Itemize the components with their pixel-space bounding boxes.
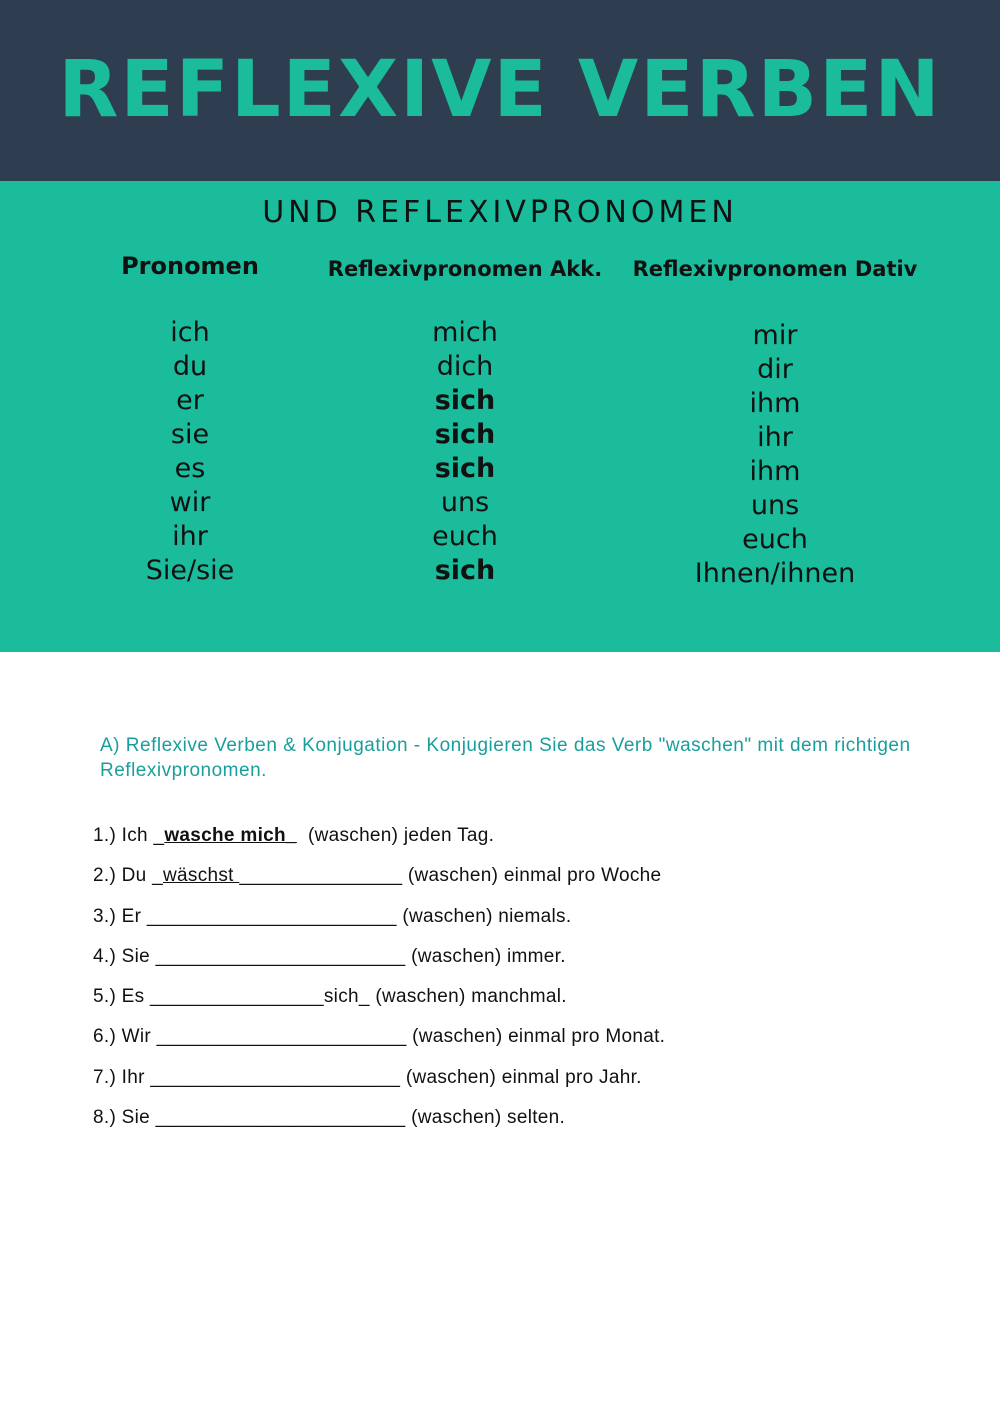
exercise-prompt: 1.) Ich _: [93, 825, 165, 846]
column-header-dativ: Reflexivpronomen Dativ: [632, 257, 918, 281]
exercise-instructions: A) Reflexive Verben & Konjugation - Konjugieren Sie das Verb "waschen" mit dem richtigen Reflexivpronomen.: [100, 735, 911, 781]
table-cell: sie: [170, 419, 210, 450]
table-cell: sich: [434, 555, 496, 586]
table-cell: Ihnen/ihnen: [694, 558, 856, 589]
exercise-prompt: 8.) Sie: [93, 1107, 156, 1129]
dativ-column: [625, 252, 925, 591]
exercise-item: [93, 1064, 913, 1104]
table-cell: uns: [440, 487, 490, 518]
page-title: REFLEXIVE VERBEN: [58, 45, 942, 135]
table-cell: mir: [752, 320, 798, 351]
pronomen-column: [90, 249, 290, 588]
table-cell: es: [174, 453, 206, 484]
exercise-prompt: 4.) Sie: [93, 945, 156, 967]
exercise-prompt: 7.) Ihr: [93, 1066, 151, 1088]
table-cell: dir: [757, 354, 793, 385]
exercise-item: [93, 903, 913, 943]
exercise-list: [93, 822, 913, 1144]
table-cell: Sie/sie: [145, 555, 235, 586]
exercise-blank[interactable]: _______________________ (waschen) niemals.: [146, 905, 572, 927]
exercise-prompt: 6.) Wir: [93, 1026, 157, 1048]
table-cell: ich: [170, 317, 210, 348]
table-cell: euch: [432, 521, 498, 552]
exercise-item: [93, 943, 913, 983]
exercise-item: [93, 822, 913, 862]
exercise-item: [93, 1023, 913, 1063]
exercise-blank[interactable]: _______________________ (waschen) einmal pro Jahr.: [150, 1066, 642, 1088]
exercise-prompt: 2.) Du _: [93, 865, 163, 887]
exercise-blank[interactable]: _______________________ (waschen) einmal pro Monat.: [156, 1026, 666, 1048]
exercise-item: [93, 983, 913, 1023]
table-cell: du: [172, 351, 208, 382]
exercise-rest: (waschen) jeden Tag.: [296, 825, 495, 846]
exercise-rest: _______________ (waschen) einmal pro Woche: [239, 865, 662, 887]
exercise-blank[interactable]: _______________________ (waschen) immer.: [155, 945, 566, 967]
table-cell: wir: [169, 487, 211, 518]
column-header-akkusativ: Reflexivpronomen Akk.: [327, 257, 603, 281]
table-cell: uns: [750, 490, 800, 521]
exercise-answer[interactable]: wäschst: [163, 865, 240, 887]
table-cell: mich: [432, 317, 498, 348]
table-cell: ihm: [749, 456, 801, 487]
table-cell: ihr: [172, 521, 208, 552]
table-cell: er: [176, 385, 204, 416]
exercise-blank[interactable]: _______________________ (waschen) selten.: [155, 1107, 566, 1129]
exercise-item: [93, 1104, 913, 1144]
table-cell: sich: [434, 385, 496, 416]
exercise-prompt: 5.) Es: [93, 986, 151, 1008]
table-cell: sich: [434, 453, 496, 484]
exercise-item: [93, 862, 913, 902]
table-cell: sich: [434, 419, 496, 450]
exercise-blank[interactable]: ________________sich_ (waschen) manchmal.: [150, 986, 567, 1008]
exercise-prompt: 3.) Er: [93, 905, 147, 927]
table-cell: ihm: [749, 388, 801, 419]
column-header-pronomen: Pronomen: [121, 252, 259, 280]
table-cell: dich: [436, 351, 494, 382]
table-cell: euch: [742, 524, 808, 555]
subtitle: UND REFLEXIVPRONOMEN: [262, 195, 738, 230]
akkusativ-column: [315, 252, 615, 588]
exercise-answer[interactable]: wasche mich_: [164, 825, 297, 846]
table-cell: ihr: [757, 422, 793, 453]
